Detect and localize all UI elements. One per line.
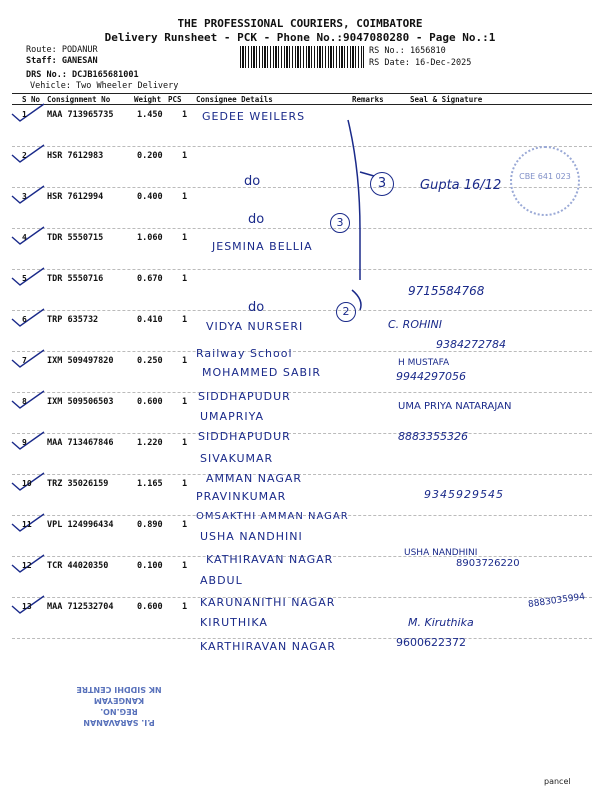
row-consignment-no: IXM 509506503: [47, 397, 114, 407]
row-sno: 6: [22, 315, 27, 324]
row-weight: 0.600: [137, 397, 163, 407]
header-top-rule: [12, 93, 592, 94]
row-sno: 7: [22, 356, 27, 365]
row-consignment-no: TCR 44020350: [47, 561, 109, 571]
hw-name-3: do: [248, 212, 265, 227]
hw-name-12: ABDUL: [200, 574, 243, 587]
row-pcs: 1: [182, 110, 188, 120]
check-mark-icon: [10, 389, 50, 411]
row-weight: 1.060: [137, 233, 163, 243]
hw-addr-10: OMSAKTHI AMMAN NAGAR: [196, 511, 349, 522]
row-consignment-no: VPL 124996434: [47, 520, 114, 530]
row-consignment-no: TRP 635732: [47, 315, 99, 325]
hw-name-5: do: [248, 300, 265, 315]
hw-addr-13: KARTHIRAVAN NAGAR: [200, 640, 336, 653]
hw-name-6: VIDYA NURSERI: [206, 320, 304, 333]
col-consignment: Consignment No: [47, 95, 111, 104]
row-weight: 0.670: [137, 274, 163, 284]
col-pcs: PCS: [168, 95, 182, 104]
signature-row1: Gupta 16/12: [420, 178, 502, 193]
check-mark-icon: [10, 266, 50, 288]
row-weight: 1.450: [137, 110, 163, 120]
check-mark-icon: [10, 348, 50, 370]
row-consignment-no: MAA 713467846: [47, 438, 114, 448]
phone-row4: 9715584768: [408, 284, 485, 298]
row-pcs: 1: [182, 602, 188, 612]
row-weight: 1.165: [137, 479, 163, 489]
rs-date: RS Date: 16-Dec-2025: [369, 58, 472, 68]
row-sno: 9: [22, 438, 27, 447]
row-sno: 10: [22, 479, 32, 488]
circled-count-1-text: 3: [377, 176, 387, 191]
stamp-line-3: KANGEYAM: [93, 696, 145, 705]
check-mark-icon: [10, 225, 50, 247]
row-sno: 5: [22, 274, 27, 283]
header-bottom-rule: [12, 104, 592, 105]
row-weight: 0.600: [137, 602, 163, 612]
hw-name-4: JESMINA BELLIA: [212, 240, 313, 253]
row-sno: 12: [22, 561, 32, 570]
row-sno: 2: [22, 151, 27, 160]
phone-row8: 8883355326: [398, 430, 468, 443]
hw-addr-8: SIDDHAPUDUR: [198, 430, 291, 443]
rs-number: RS No.: 1656810: [369, 46, 446, 56]
phone-row11: 8903726220: [456, 558, 520, 569]
footer-mark: pancel: [544, 777, 571, 786]
hw-addr-7: SIDDHAPUDUR: [198, 390, 291, 403]
row-pcs: 1: [182, 397, 188, 407]
row-pcs: 1: [182, 479, 188, 489]
row-pcs: 1: [182, 274, 188, 284]
row-weight: 0.100: [137, 561, 163, 571]
row-pcs: 1: [182, 561, 188, 571]
row-sno: 4: [22, 233, 27, 242]
phone-row6: 9384272784: [436, 338, 506, 351]
row-weight: 0.890: [137, 520, 163, 530]
row-weight: 0.250: [137, 356, 163, 366]
circled-count-2: [330, 213, 350, 233]
row-weight: 0.410: [137, 315, 163, 325]
row-consignment-no: TDR 5550716: [47, 274, 104, 284]
office-seal-text: CBE 641 023: [519, 172, 571, 181]
row-weight: 0.400: [137, 192, 163, 202]
check-mark-icon: [10, 307, 50, 329]
staff: Staff: GANESAN: [26, 56, 98, 66]
row-pcs: 1: [182, 520, 188, 530]
table-row: [12, 434, 592, 474]
phone-row7: 9944297056: [396, 370, 466, 383]
hw-name-9: SIVAKUMAR: [200, 452, 274, 465]
col-sno: S No: [22, 95, 41, 104]
col-remarks: Remarks: [352, 95, 384, 104]
runsheet-subtitle: Delivery Runsheet - PCK - Phone No.:9047080280 - Page No.:1: [104, 31, 496, 44]
hw-addr-12: KARUNANITHI NAGAR: [200, 596, 336, 609]
row-weight: 1.220: [137, 438, 163, 448]
col-weight: Weight: [134, 95, 162, 104]
table-row: [12, 393, 592, 433]
row-consignment-no: MAA 712532704: [47, 602, 114, 612]
row-pcs: 1: [182, 233, 188, 243]
row-consignment-no: IXM 509497820: [47, 356, 114, 366]
row-pcs: 1: [182, 315, 188, 325]
vehicle: Vehicle: Two Wheeler Delivery: [30, 81, 179, 91]
barcode: [240, 46, 364, 68]
row-consignment-no: MAA 713965735: [47, 110, 114, 120]
row-pcs: 1: [182, 356, 188, 366]
stamp-line-1: P.I. SARAVANAN: [83, 718, 155, 727]
table-row: [12, 188, 592, 228]
row-sno: 11: [22, 520, 32, 529]
signature-row8: UMA PRIYA NATARAJAN: [398, 401, 512, 412]
circled-count-3: [336, 302, 356, 322]
circled-count-3-text: 2: [342, 305, 350, 318]
signature-row11: USHA NANDHINI: [404, 548, 478, 558]
phone-row13: 9600622372: [396, 636, 466, 649]
signature-row13: M. Kiruthika: [408, 616, 474, 629]
signature-row7: H MUSTAFA: [398, 358, 450, 368]
stamp-line-4: NK SIDDHI CENTRE: [76, 685, 162, 694]
row-consignment-no: HSR 7612983: [47, 151, 104, 161]
check-mark-icon: [10, 430, 50, 452]
hw-name-11: USHA NANDHINI: [200, 530, 303, 543]
hw-addr-6: Railway School: [196, 347, 293, 360]
row-weight: 0.200: [137, 151, 163, 161]
phone-row10: 9345929545: [424, 488, 504, 501]
row-pcs: 1: [182, 192, 188, 202]
hw-name-10: PRAVINKUMAR: [196, 490, 287, 503]
route: Route: PODANUR: [26, 45, 98, 55]
company-title: THE PROFESSIONAL COURIERS, COIMBATORE: [177, 17, 423, 30]
circled-count-1: [370, 172, 394, 196]
phone-row12: 8883035994: [527, 592, 586, 610]
stamp-line-2: REG.NO.: [100, 707, 138, 716]
row-sno: 3: [22, 192, 27, 201]
hw-name-7: MOHAMMED SABIR: [202, 366, 321, 379]
col-consignee: Consignee Details: [196, 95, 273, 104]
hw-name-2: do: [244, 174, 261, 189]
row-pcs: 1: [182, 151, 188, 161]
rubber-stamp: [54, 684, 184, 728]
hw-name-8: UMAPRIYA: [200, 410, 264, 423]
row-consignment-no: TRZ 35026159: [47, 479, 109, 489]
row-sno: 1: [22, 110, 27, 119]
hw-name-13: KIRUTHIKA: [200, 616, 268, 629]
office-seal: [510, 146, 580, 216]
drs-number: DRS No.: DCJB165681001: [26, 70, 139, 80]
check-mark-icon: [10, 184, 50, 206]
check-mark-icon: [10, 143, 50, 165]
table-row: [12, 270, 592, 310]
check-mark-icon: [10, 102, 50, 124]
signature-row6: C. ROHINI: [388, 318, 442, 331]
hw-addr-9: AMMAN NAGAR: [206, 472, 303, 485]
row-sno: 8: [22, 397, 27, 406]
row-consignment-no: HSR 7612994: [47, 192, 104, 202]
row-pcs: 1: [182, 438, 188, 448]
circled-count-2-text: 3: [336, 216, 344, 229]
hw-name-1: GEDEE WEILERS: [202, 110, 306, 123]
row-consignment-no: TDR 5550715: [47, 233, 104, 243]
row-divider: [12, 638, 592, 639]
hw-addr-11: KATHIRAVAN NAGAR: [206, 553, 334, 566]
table-row: [12, 147, 592, 187]
col-seal: Seal & Signature: [410, 95, 483, 104]
row-sno: 13: [22, 602, 32, 611]
